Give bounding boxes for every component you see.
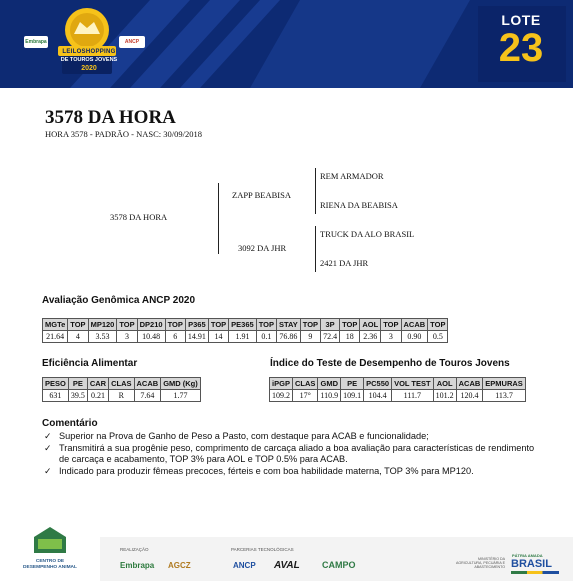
performance-header-cell: CLAS xyxy=(293,378,318,390)
performance-value-cell: 109.1 xyxy=(341,390,364,402)
feed-value-cell: 1.77 xyxy=(161,390,201,402)
genomic-value-cell: 21.64 xyxy=(43,331,68,343)
embrapa-badge: Embrapa xyxy=(24,36,48,48)
pedigree-dam: 3092 DA JHR xyxy=(238,243,287,253)
genomic-header-cell: TOP xyxy=(381,319,401,331)
genomic-header-cell: PE365 xyxy=(229,319,257,331)
performance-title: Índice do Teste de Desempenho de Touros Jovens xyxy=(270,358,510,369)
performance-value-cell: 101.2 xyxy=(433,390,456,402)
gov-country: BRASIL xyxy=(511,558,552,570)
genomic-value-cell: 6 xyxy=(165,331,185,343)
pedigree-sire: ZAPP BEABISA xyxy=(232,190,291,200)
genomic-title: Avaliação Genômica ANCP 2020 xyxy=(42,295,196,306)
genomic-value-cell: 10.48 xyxy=(137,331,165,343)
animal-name: 3578 DA HORA xyxy=(45,107,176,128)
gov-ministry: MINISTÉRIO DA AGRICULTURA, PECUÁRIA E ABASTECIMENTO xyxy=(455,557,505,570)
feed-header-row xyxy=(43,378,201,390)
comment-item xyxy=(44,431,544,443)
pedigree-sire-sire: REM ARMADOR xyxy=(320,171,384,181)
performance-header-cell: AOL xyxy=(433,378,456,390)
lote-number: 23 xyxy=(498,26,544,70)
pedigree-sire-dam: RIENA DA BEABISA xyxy=(320,200,398,210)
performance-header-cell: VOL TEST xyxy=(392,378,434,390)
feed-header-cell: PE xyxy=(68,378,87,390)
feed-header-cell: GMD (Kg) xyxy=(161,378,201,390)
genomic-header-cell: TOP xyxy=(208,319,228,331)
performance-value-cell: 104.4 xyxy=(364,390,392,402)
cda-text: CENTRO DE DESEMPENHO ANIMAL xyxy=(23,559,77,570)
pedigree-line-sire xyxy=(315,168,316,214)
genomic-header-cell: AOL xyxy=(360,319,381,331)
genomic-value-cell: 14.91 xyxy=(185,331,208,343)
performance-header-row xyxy=(270,378,526,390)
campo-logo: CAMPO xyxy=(322,560,356,570)
performance-header-cell: GMD xyxy=(318,378,341,390)
performance-header-cell: PC550 xyxy=(364,378,392,390)
performance-table xyxy=(269,377,526,402)
genomic-value-cell: 0.5 xyxy=(428,331,448,343)
lote-label: LOTE xyxy=(501,12,541,28)
feed-header-cell: PESO xyxy=(43,378,69,390)
event-line1: LEILOSHOPPING xyxy=(62,49,116,55)
header-banner xyxy=(0,0,573,88)
genomic-value-cell: 14 xyxy=(208,331,228,343)
event-year: 2020 xyxy=(81,65,97,72)
parcerias-label: PARCERIAS TECNOLÓGICAS xyxy=(231,547,294,552)
gov-flag-stripe xyxy=(511,571,559,574)
event-line2: DE TOUROS JOVENS xyxy=(60,57,118,63)
pedigree-line-dam xyxy=(315,226,316,272)
check-icon: ✓ xyxy=(44,442,52,453)
genomic-header-cell: MGTe xyxy=(43,319,68,331)
pedigree-dam-sire: TRUCK DA ALO BRASIL xyxy=(320,229,415,239)
feed-value-cell: 7.64 xyxy=(134,390,161,402)
performance-header-cell: PE xyxy=(341,378,364,390)
performance-value-cell: 110.9 xyxy=(318,390,341,402)
genomic-value-cell: 72.4 xyxy=(321,331,340,343)
feed-value-cell: 39.5 xyxy=(68,390,87,402)
realizacao-label: REALIZAÇÃO xyxy=(120,547,149,552)
pedigree-self: 3578 DA HORA xyxy=(110,212,168,222)
performance-value-cell: 113.7 xyxy=(483,390,526,402)
genomic-header-cell: P365 xyxy=(185,319,208,331)
genomic-header-cell: TOP xyxy=(256,319,276,331)
performance-header-cell: ACAB xyxy=(456,378,483,390)
feed-table xyxy=(42,377,201,402)
feed-value-cell: 0.21 xyxy=(87,390,108,402)
genomic-value-cell: 3 xyxy=(117,331,137,343)
genomic-header-cell: TOP xyxy=(117,319,137,331)
ancp-logo: ANCP xyxy=(233,561,256,570)
feed-header-cell: CLAS xyxy=(109,378,134,390)
pedigree-dam-dam: 2421 DA JHR xyxy=(320,258,369,268)
comment-item xyxy=(44,443,544,466)
ancp-badge: ANCP xyxy=(119,36,145,48)
genomic-header-cell: TOP xyxy=(300,319,320,331)
genomic-header-cell: MP120 xyxy=(88,319,117,331)
feed-value-row xyxy=(43,390,201,402)
footer xyxy=(0,525,573,581)
genomic-value-cell: 3.53 xyxy=(88,331,117,343)
comment-item xyxy=(44,466,544,478)
comment-text: Superior na Prova de Ganho de Peso a Pasto, com destaque para ACAB e funcionalidade; xyxy=(59,431,429,441)
performance-header-cell: EPMURAS xyxy=(483,378,526,390)
performance-value-cell: 17° xyxy=(293,390,318,402)
performance-value-cell: 120.4 xyxy=(456,390,483,402)
cda-logo xyxy=(28,525,72,581)
genomic-value-cell: 3 xyxy=(381,331,401,343)
check-icon: ✓ xyxy=(44,465,52,476)
genomic-header-cell: 3P xyxy=(321,319,340,331)
comment-text: Indicado para produzir fêmeas precoces, férteis e com boa habilidade materna, TOP 3% para MP120. xyxy=(59,465,474,476)
genomic-header-cell: TOP xyxy=(428,319,448,331)
genomic-value-cell: 0.1 xyxy=(256,331,276,343)
animal-details: HORA 3578 - PADRÃO - NASC: 30/09/2018 xyxy=(45,129,202,139)
feed-title: Eficiência Alimentar xyxy=(42,358,138,369)
genomic-value-row xyxy=(43,331,448,343)
performance-header-cell: iPGP xyxy=(270,378,293,390)
genomic-header-cell: DP210 xyxy=(137,319,165,331)
genomic-value-cell: 18 xyxy=(340,331,360,343)
embrapa-logo: Embrapa xyxy=(120,561,155,570)
genomic-value-cell: 9 xyxy=(300,331,320,343)
feed-header-cell: CAR xyxy=(87,378,108,390)
genomic-header-cell: TOP xyxy=(340,319,360,331)
genomic-value-cell: 0.90 xyxy=(401,331,428,343)
genomic-header-cell: ACAB xyxy=(401,319,428,331)
feed-value-cell: R xyxy=(109,390,134,402)
genomic-header-row xyxy=(43,319,448,331)
genomic-header-cell: STAY xyxy=(277,319,301,331)
feed-header-cell: ACAB xyxy=(134,378,161,390)
comments-list xyxy=(44,431,544,477)
comments-title: Comentário xyxy=(42,418,98,429)
agcz-logo: AGCZ xyxy=(168,561,191,570)
genomic-header-cell: TOP xyxy=(68,319,88,331)
genomic-value-cell: 4 xyxy=(68,331,88,343)
genomic-value-cell: 2.36 xyxy=(360,331,381,343)
performance-value-cell: 111.7 xyxy=(392,390,434,402)
performance-value-cell: 109.2 xyxy=(270,390,293,402)
check-icon: ✓ xyxy=(44,431,52,441)
genomic-value-cell: 76.86 xyxy=(277,331,301,343)
feed-value-cell: 631 xyxy=(43,390,69,402)
genomic-table xyxy=(42,318,448,343)
comment-text: Transmitirá a sua progênie peso, comprimento de carcaça aliado a boa avaliação para características de rendimento de carcaça e acabamento, TOP 3% para AOL e TOP 0.5% para ACAB. xyxy=(59,442,535,465)
aval-logo: AVAL xyxy=(274,560,300,571)
genomic-value-cell: 1.91 xyxy=(229,331,257,343)
gov-motto: PÁTRIA AMADA xyxy=(512,553,543,558)
genomic-header-cell: TOP xyxy=(165,319,185,331)
pedigree-line-1 xyxy=(218,183,219,254)
performance-value-row xyxy=(270,390,526,402)
